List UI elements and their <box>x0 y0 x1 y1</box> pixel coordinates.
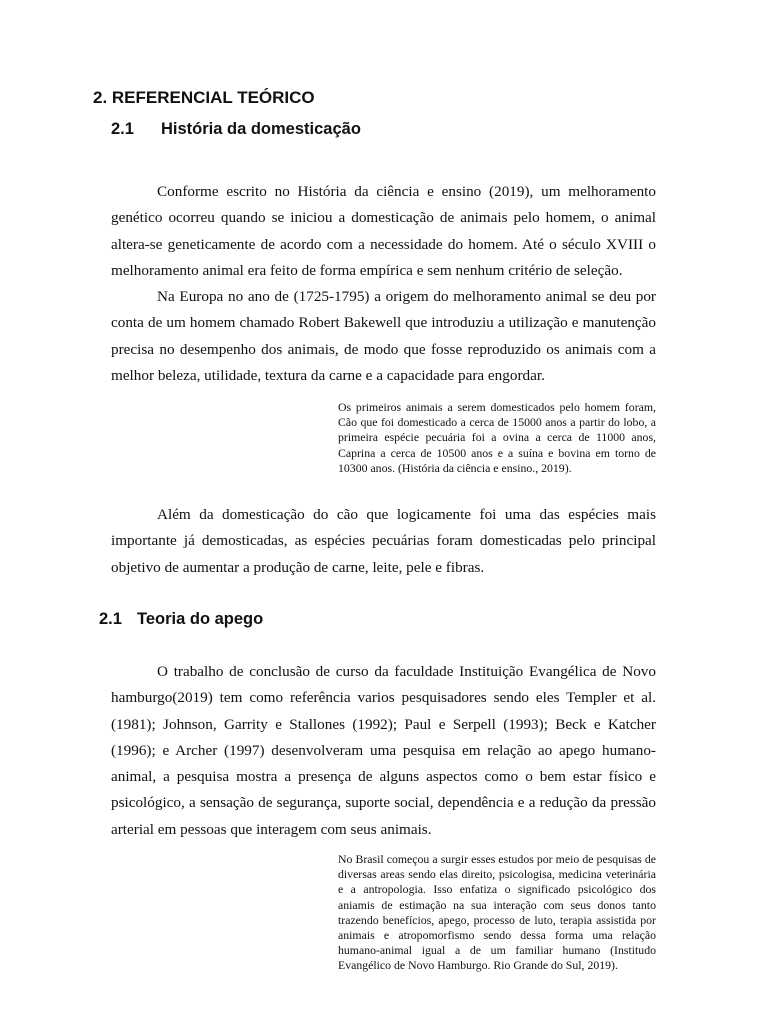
paragraph-text: Além da domesticação do cão que logicamente foi uma das espécies mais importante já demosticadas, as espécies pecuárias foram domesticadas pelo principal objetivo de aumentar a produção de carne, leite, pele e fibras. <box>111 506 656 576</box>
block-quote-apego: No Brasil começou a surgir esses estudos por meio de pesquisas de diversas areas sendo elas direito, psicologisa, medicina veterinária e a antropologia. Isso enfatiza o significado psicológico dos aniamis de estimação na sua interação com seus donos tanto trazendo benefícios, apego, processo de luto, terapia assistida por animais e atropomorfismo sendo dessa forma uma relação humano-animal igual a de um familiar humano (Institudo Evangélico de Novo Hamburgo. Rio Grande do Sul, 2019). <box>338 852 656 973</box>
paragraph-domestication-2 <box>111 284 656 389</box>
paragraph-apego <box>111 659 656 843</box>
section-number: 2.1 <box>111 120 134 138</box>
section-heading-apego <box>99 610 263 629</box>
section-number: 2.1 <box>99 610 122 628</box>
paragraph-text: Conforme escrito no História da ciência e ensino (2019), um melhoramento genético ocorreu quando se iniciou a domesticação de animais pelo homem, o animal altera-se geneticamente de acordo com a necessidade do homem. Até o século XVIII o melhoramento animal era feito de forma empírica e sem nenhum critério de seleção. <box>111 183 656 279</box>
paragraph-text: Na Europa no ano de (1725-1795) a origem do melhoramento animal se deu por conta de um homem chamado Robert Bakewell que introduziu a utilização e manutenção precisa no desempenho dos animais, de modo que fosse reproduzido os animais com a melhor beleza, utilidade, textura da carne e a capacidade para engordar. <box>111 288 656 384</box>
paragraph-text: O trabalho de conclusão de curso da faculdade Instituição Evangélica de Novo hamburgo(2019) tem como referência varios pesquisadores sendo eles Templer et al. (1981); Johnson, Garrity e Stallones (1992); Paul e Serpell (1993); Beck e Katcher (1996); e Archer (1997) desenvolveram uma pesquisa em relação ao apego humano-animal, a pesquisa mostra a presença de alguns aspectos como o bem estar físico e psicológico, a sensação de segurança, suporte social, dependência e a redução da pressão arterial em pessoas que interagem com seus animais. <box>111 663 656 838</box>
paragraph-domestication-1 <box>111 179 656 284</box>
chapter-heading: 2. REFERENCIAL TEÓRICO <box>93 88 315 107</box>
block-quote-domestication: Os primeiros animais a serem domesticados pelo homem foram, Cão que foi domesticado a cerca de 15000 anos a partir do lobo, a primeira espécie pecuária foi a ovina a cerca de 11000 anos, Caprina a cerca de 10500 anos e a suína e bovina em torno de 10300 anos. (História da ciência e ensino., 2019). <box>338 400 656 475</box>
section-title: Teoria do apego <box>137 610 264 628</box>
paragraph-domestication-3 <box>111 502 656 581</box>
section-title: História da domesticação <box>161 120 361 138</box>
section-heading-historia <box>111 120 361 139</box>
